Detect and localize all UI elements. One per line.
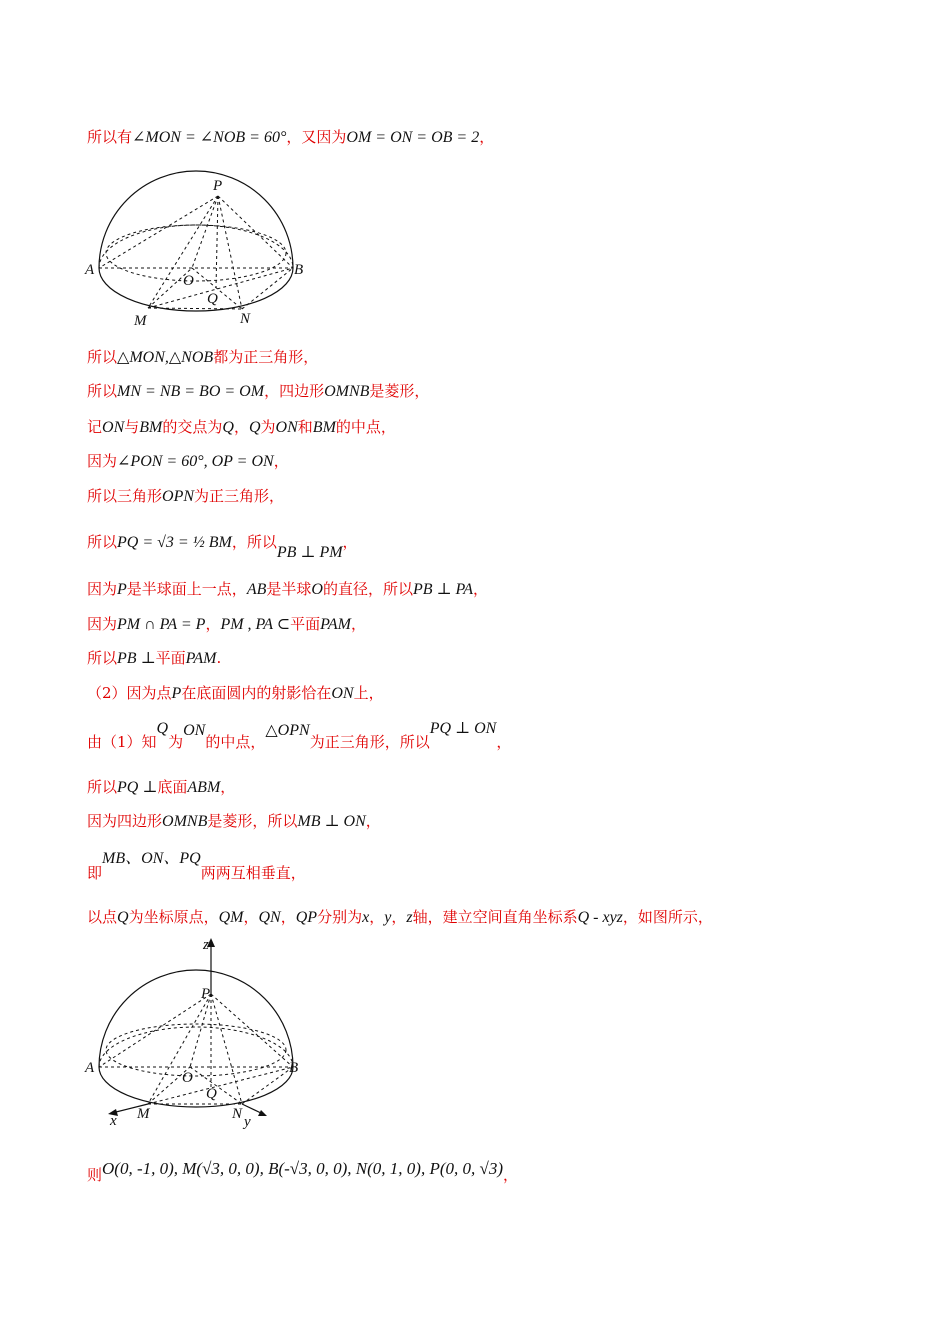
math: ∠PON = 60°, OP = ON — [117, 453, 274, 470]
text: 底面 — [157, 778, 188, 796]
text: 与 — [124, 418, 140, 436]
text: 的中点， — [335, 418, 396, 436]
math: P — [171, 685, 182, 702]
inner-ellipse — [106, 1024, 286, 1076]
math: ON — [102, 419, 125, 436]
math: Q — [117, 909, 129, 926]
label-b: B — [289, 1060, 299, 1076]
text-line — [87, 1158, 519, 1184]
text: 平面 — [290, 615, 321, 633]
math: ON — [183, 722, 206, 739]
text-line — [87, 126, 494, 147]
math: QP — [295, 909, 318, 926]
math: OMNB — [162, 813, 208, 830]
math: OPN — [162, 488, 195, 505]
math: Q — [222, 419, 234, 436]
text: 所以 — [87, 533, 118, 551]
label-m: M — [134, 313, 147, 329]
math: QN — [258, 909, 281, 926]
math: y — [384, 909, 392, 926]
math: ON — [331, 685, 354, 702]
hemisphere-figure-2 — [82, 932, 312, 1132]
text-line — [87, 682, 384, 703]
text: ， — [369, 908, 385, 926]
math: PB ⊥ PM — [276, 544, 343, 561]
math: BM — [139, 419, 163, 436]
text: ， — [365, 812, 381, 830]
math: MB ⊥ ON — [297, 813, 366, 830]
text-line — [87, 850, 306, 883]
label-b: B — [294, 262, 304, 278]
text: 在底面圆内的射影恰在 — [181, 684, 332, 702]
math: PB ⊥ — [117, 650, 156, 667]
text-line — [87, 380, 429, 401]
text: 为正三角形， — [194, 487, 285, 505]
text: 是菱形， — [369, 382, 430, 400]
dashed-segments — [99, 994, 293, 1104]
text: 为正三角形，所以 — [309, 733, 430, 751]
text-line — [87, 485, 284, 506]
math: P — [117, 581, 127, 598]
text: 所以 — [87, 649, 118, 667]
text: ， — [503, 1166, 519, 1184]
text: ，又因为 — [286, 128, 347, 146]
base-front-arc — [99, 1067, 293, 1107]
text: 和 — [297, 418, 313, 436]
text: 的交点为 — [162, 418, 223, 436]
text: ， — [391, 908, 407, 926]
text-line — [87, 647, 221, 668]
text: 所以 — [87, 382, 118, 400]
math: QM — [218, 909, 244, 926]
label-q: Q — [206, 1086, 217, 1102]
text: ， — [243, 908, 259, 926]
math: △OPN — [265, 722, 310, 739]
text: 为 — [260, 418, 276, 436]
text: 轴，建立空间直角坐标系 — [412, 908, 578, 926]
text: 所以 — [87, 778, 118, 796]
text: 因为 — [87, 615, 118, 633]
text: 所以三角形 — [87, 487, 163, 505]
text: 以点 — [87, 908, 118, 926]
math: Q — [248, 419, 261, 436]
math: BM — [312, 419, 336, 436]
label-a: A — [85, 1060, 95, 1076]
text-line — [87, 776, 235, 797]
text: ， — [479, 128, 495, 146]
label-y: y — [244, 1114, 251, 1130]
text: ， — [496, 733, 512, 751]
math: MN = NB = BO = OM — [117, 383, 265, 400]
text: 分别为 — [317, 908, 363, 926]
label-n: N — [240, 311, 251, 327]
text-line — [87, 416, 396, 437]
base-front-arc — [99, 268, 293, 311]
label-o: O — [182, 1070, 193, 1086]
math: △MON,△NOB — [117, 349, 214, 366]
math: MB、ON、PQ — [102, 850, 201, 867]
label-m: M — [137, 1106, 150, 1122]
label-x: x — [110, 1113, 117, 1129]
text: 则 — [87, 1166, 103, 1184]
math: ON — [275, 419, 298, 436]
text-line — [87, 906, 713, 927]
label-o: O — [183, 273, 194, 289]
text: ， — [350, 615, 366, 633]
math: Q - xyz — [577, 909, 623, 926]
math: PB ⊥ PA — [412, 581, 474, 598]
math: ∠MON = ∠NOB = 60° — [132, 129, 287, 146]
hemisphere-outline — [99, 970, 293, 1067]
text: 所以有 — [87, 128, 133, 146]
hemisphere-outline — [99, 171, 293, 268]
math: PAM — [320, 616, 351, 633]
label-q: Q — [207, 291, 218, 307]
text: ， — [273, 452, 289, 470]
math: ABM — [187, 779, 221, 796]
text-line — [87, 450, 289, 471]
math: OMNB — [324, 383, 370, 400]
text: 是半球面上一点， — [126, 580, 247, 598]
base-back-arc — [99, 225, 293, 268]
text: ，四边形 — [264, 382, 325, 400]
text: ，所以 — [231, 533, 277, 551]
text: 为 — [168, 733, 184, 751]
text: 上， — [353, 684, 384, 702]
label-p: P — [213, 178, 223, 194]
text-line — [87, 531, 358, 561]
math: PQ ⊥ — [117, 779, 158, 796]
text: ， — [205, 615, 221, 633]
math: PQ = √3 = ½ BM — [117, 534, 232, 551]
text: 因为 — [87, 452, 118, 470]
text: 的中点， — [205, 733, 266, 751]
text: ，如图所示， — [622, 908, 713, 926]
math: PM ∩ PA = P — [117, 616, 206, 633]
text: 两两互相垂直， — [200, 864, 306, 882]
math: AB — [246, 581, 267, 598]
text: 因为 — [87, 580, 118, 598]
text: 的直径，所以 — [322, 580, 413, 598]
text: 都为正三角形， — [213, 348, 319, 366]
math: z — [406, 909, 413, 926]
text: 平面 — [155, 649, 186, 667]
dashed-segments — [99, 196, 293, 309]
label-z: z — [203, 937, 209, 953]
text: ， — [473, 580, 489, 598]
text: （2）因为点 — [87, 684, 172, 702]
math: Q — [156, 720, 169, 737]
text-line — [87, 613, 366, 634]
text: 由（1）知 — [87, 733, 157, 751]
math: PM , PA ⊂ — [220, 616, 291, 633]
text: ， — [233, 418, 249, 436]
math: PAM — [185, 650, 217, 667]
math: OM = ON = OB = 2 — [346, 129, 480, 146]
text: 是半球 — [266, 580, 312, 598]
math: PQ ⊥ ON — [429, 720, 497, 737]
y-axis-arrow — [258, 1110, 267, 1116]
text: . — [216, 649, 222, 667]
text: ， — [220, 778, 236, 796]
text-line — [87, 810, 381, 831]
text-line — [87, 578, 488, 599]
text: ， — [280, 908, 296, 926]
text: 是菱形，所以 — [207, 812, 298, 830]
text-line — [87, 346, 318, 367]
math: O(0, -1, 0), M(√3, 0, 0), B(-√3, 0, 0), N(0, 1, 0), P(0, 0, √3) — [102, 1159, 503, 1178]
label-p: P — [201, 986, 211, 1002]
hemisphere-figure-1 — [82, 160, 312, 330]
label-n: N — [232, 1106, 243, 1122]
label-a: A — [85, 262, 95, 278]
text-line — [87, 720, 512, 752]
text: 即 — [87, 864, 103, 882]
math: x — [362, 909, 370, 926]
text: ， — [342, 533, 358, 551]
inner-ellipse — [106, 225, 286, 281]
text: 所以 — [87, 348, 118, 366]
math: O — [311, 581, 323, 598]
text: 因为四边形 — [87, 812, 163, 830]
text: 记 — [87, 418, 103, 436]
text: 为坐标原点， — [128, 908, 219, 926]
